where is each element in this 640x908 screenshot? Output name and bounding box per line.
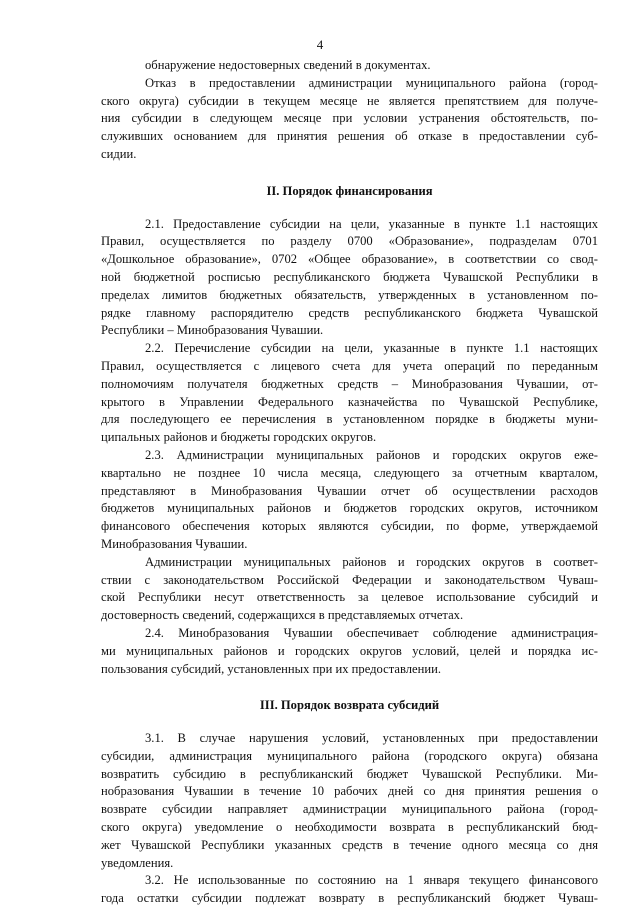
text-line: Минобразования Чувашии. xyxy=(101,536,248,551)
text-line: пределах лимитов бюджетных обязательств, утвержденных в установленном по- xyxy=(101,287,598,302)
text-line: служивших основанием для принятия решения об отказе в предоставлении суб- xyxy=(101,129,598,144)
text-line: 3.2. Не использованные по состоянию на 1 января текущего финансового xyxy=(145,873,598,888)
text-line: 3.1. В случае нарушения условий, установленных при предоставлении xyxy=(145,731,598,746)
text-line: 2.4. Минобразования Чувашии обеспечивает соблюдение администрация- xyxy=(145,625,598,640)
text-line: полномочиям получателя бюджетных средств – Минобразования Чувашии, от- xyxy=(101,376,598,391)
paragraph-2-1 xyxy=(101,216,598,341)
text-line: крытого в Управлении Федерального казначейства по Чувашской Республике, xyxy=(101,394,598,409)
paragraph-3-1 xyxy=(101,730,598,872)
text-line: нобразования Чувашии в течение 10 рабочих дней со дня принятия решения о xyxy=(101,784,598,799)
text-line: Администрации муниципальных районов и городских округов в соответ- xyxy=(145,554,598,569)
paragraph-2-3-b xyxy=(101,554,598,625)
paragraph-3-2 xyxy=(101,872,598,908)
text-line: 2.2. Перечисление субсидии на цели, указанные в пункте 1.1 настоящих xyxy=(145,341,598,356)
text-line: Правил, осуществляется с лицевого счета для учета операций по переданным xyxy=(101,358,598,373)
text-line: сидии. xyxy=(101,146,137,161)
text-line: 2.1. Предоставление субсидии на цели, указанные в пункте 1.1 настоящих xyxy=(145,216,598,231)
text-line: ния субсидии в следующем месяце при условии устранения обстоятельств, по- xyxy=(101,111,598,126)
paragraph-2-2 xyxy=(101,340,598,447)
text-line: для последующего ее перечисления в установленном порядке в бюджеты муни- xyxy=(101,412,598,427)
text-line: Отказ в предоставлении администрации муниципального района (город- xyxy=(145,75,598,90)
text-line: квартально не позднее 10 числа месяца, следующего за отчетным кварталом, xyxy=(101,465,598,480)
intro-paragraph xyxy=(101,57,598,164)
page-number: 4 xyxy=(316,37,324,52)
section-heading: II. Порядок финансирования xyxy=(266,183,433,198)
text-line: рядке главному распорядителю средств республиканского бюджета Чувашской xyxy=(101,305,598,320)
text-line: ского округа) субсидии в текущем месяце не является препятствием для получе- xyxy=(101,93,598,108)
text-line: субсидии, администрация муниципального района (городского округа) обязана xyxy=(101,748,598,763)
text-line: представляют в Минобразования Чувашии отчет об осуществлении расходов xyxy=(101,483,598,498)
text-line: года остатки субсидии подлежат возврату в республиканский бюджет Чуваш- xyxy=(101,891,598,906)
text-line: ципальных районов и бюджеты городских округов. xyxy=(101,430,377,445)
text-line: возвратить субсидию в республиканский бюджет Чувашской Республики. Ми- xyxy=(101,766,598,781)
text-line: достоверность сведений, содержащихся в представляемых отчетах. xyxy=(101,608,464,623)
text-line: жет Чувашской Республики указанных средств в течение одного месяца со дня xyxy=(101,837,598,852)
text-line: Республики – Минобразования Чувашии. xyxy=(101,323,324,338)
section-heading: III. Порядок возврата субсидий xyxy=(259,698,440,713)
text-line: Правил, осуществляется по разделу 0700 «Образование», подразделам 0701 xyxy=(101,234,598,249)
text-line: ми муниципальных районов и городских округов условий, целей и порядка ис- xyxy=(101,643,598,658)
text-line: ской Республики несут ответственность за целевое использование субсидий и xyxy=(101,590,598,605)
text-line: ствии с законодательством Российской Федерации и законодательством Чуваш- xyxy=(101,572,598,587)
document-body xyxy=(101,57,598,908)
paragraph-2-4 xyxy=(101,625,598,678)
text-line: ной бюджетной росписью республиканского бюджета Чувашской Республики в xyxy=(101,269,598,284)
text-line: ского округа) уведомление о необходимости возврата в республиканский бюд- xyxy=(101,820,598,835)
text-line: обнаружение недостоверных сведений в документах. xyxy=(145,58,431,72)
text-line: финансового обеспечения которых являются субсидии, по форме, утверждаемой xyxy=(101,519,598,534)
text-line: возврате субсидии направляет администрации муниципального района (город- xyxy=(101,802,598,817)
text-line: 2.3. Администрации муниципальных районов и городских округов еже- xyxy=(145,447,598,462)
text-line: уведомления. xyxy=(101,855,174,870)
text-line: бюджетов муниципальных районов и бюджетов городских округов, источником xyxy=(101,501,598,516)
text-line: «Дошкольное образование», 0702 «Общее образование», в соответствии со свод- xyxy=(101,252,598,267)
paragraph-2-3 xyxy=(101,447,598,554)
text-line: пользования субсидий, установленных при их предоставлении. xyxy=(101,661,442,676)
